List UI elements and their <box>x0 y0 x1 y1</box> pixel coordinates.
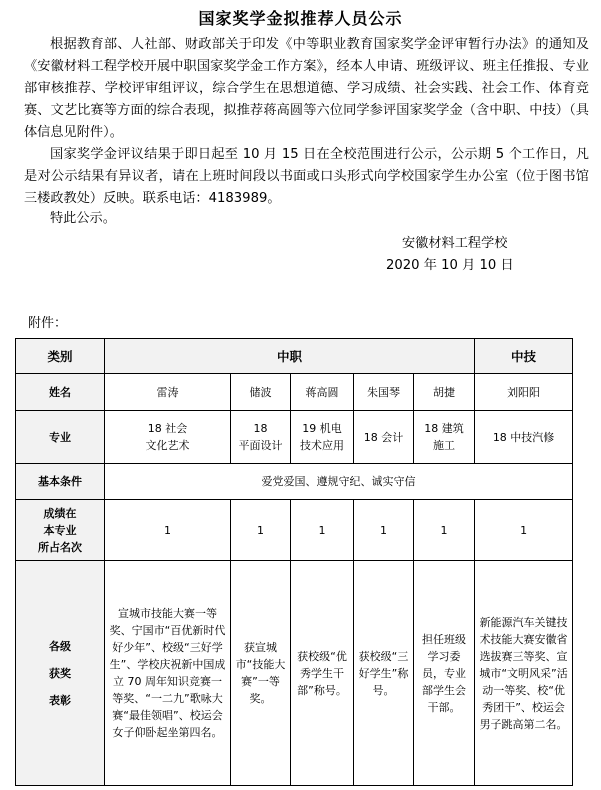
candidate-table <box>15 338 573 786</box>
student-name: 蒋高圆 <box>291 374 354 411</box>
table-row-name <box>16 374 573 411</box>
student-awards: 担任班级学习委员，专业部学生会干部。 <box>414 561 475 786</box>
table-row-basic <box>16 464 573 500</box>
announcement-paragraph-2: 国家奖学金评议结果于即日起至 10 月 15 日在全校范围进行公示，公示期 5 个工作日，凡是对公示结果有异议者，请在上班时间段以书面或口头形式向学校国家学生办公室（位于图书馆三楼政教处）反映。联系电话：4183989。 <box>24 147 589 206</box>
signature-date: 2020 年 10 月 10 日 <box>386 258 514 273</box>
table-row-major <box>16 411 573 464</box>
awards-label: 各级 获奖 表彰 <box>16 561 105 786</box>
student-major: 18 社会 文化艺术 <box>105 411 231 464</box>
student-rank: 1 <box>105 500 231 561</box>
basic-conditions: 爱党爱国、遵规守纪、诚实守信 <box>105 464 573 500</box>
student-awards: 宣城市技能大赛一等奖、宁国市“百优新时代好少年”、校级“三好学生”、学校庆祝新中国成立 70 周年知识竞赛一等奖、“一二九”歌咏大赛“最佳领唱”、校运会女子仰卧起坐第四名。 <box>105 561 231 786</box>
major-label: 专业 <box>16 411 105 464</box>
student-major: 18 中技汽修 <box>475 411 573 464</box>
page-title: 国家奖学金拟推荐人员公示 <box>198 9 403 28</box>
student-major: 18 平面设计 <box>231 411 291 464</box>
student-name: 胡捷 <box>414 374 475 411</box>
zhongzhi-header: 中职 <box>105 339 475 374</box>
student-name: 储波 <box>231 374 291 411</box>
announcement-paragraph-3: 特此公示。 <box>50 211 116 226</box>
student-awards: 新能源汽车关键技术技能大赛安徽省选拔赛三等奖、宣城市“文明风采”活动一等奖、校“优秀团干”、校运会男子跳高第二名。 <box>475 561 573 786</box>
student-rank: 1 <box>291 500 354 561</box>
student-name: 刘阳阳 <box>475 374 573 411</box>
rank-label: 成绩在 本专业 所占名次 <box>16 500 105 561</box>
category-header: 类别 <box>16 339 105 374</box>
annex-label: 附件： <box>28 316 68 331</box>
student-rank: 1 <box>231 500 291 561</box>
student-rank: 1 <box>354 500 414 561</box>
student-awards: 获校级“优秀学生干部”称号。 <box>291 561 354 786</box>
student-major: 18 建筑 施工 <box>414 411 475 464</box>
announcement-paragraph-1: 根据教育部、人社部、财政部关于印发《中等职业教育国家奖学金评审暂行办法》的通知及《安徽材料工程学校开展中职国家奖学金工作方案》，经本人申请、班级评议、班主任推报、专业部审核推荐、学校评审组评议，综合学生在思想道德、学习成绩、社会实践、社会工作、体育竞赛、文艺比赛等方面的综合表现，拟推荐蒋高圆等六位同学参评国家奖学金（含中职、中技）（具体信息见附件）。 <box>24 37 589 140</box>
student-awards: 获校级“三好学生”称号。 <box>354 561 414 786</box>
name-label: 姓名 <box>16 374 105 411</box>
table-header-row <box>16 339 573 374</box>
student-awards: 获宣城市“技能大赛”一等奖。 <box>231 561 291 786</box>
zhongji-header: 中技 <box>475 339 573 374</box>
student-rank: 1 <box>414 500 475 561</box>
student-name: 朱国琴 <box>354 374 414 411</box>
signature-org: 安徽材料工程学校 <box>402 236 508 251</box>
basic-label: 基本条件 <box>16 464 105 500</box>
student-name: 雷涛 <box>105 374 231 411</box>
student-major: 18 会计 <box>354 411 414 464</box>
table-row-awards <box>16 561 573 786</box>
table-row-rank <box>16 500 573 561</box>
student-rank: 1 <box>475 500 573 561</box>
student-major: 19 机电 技术应用 <box>291 411 354 464</box>
